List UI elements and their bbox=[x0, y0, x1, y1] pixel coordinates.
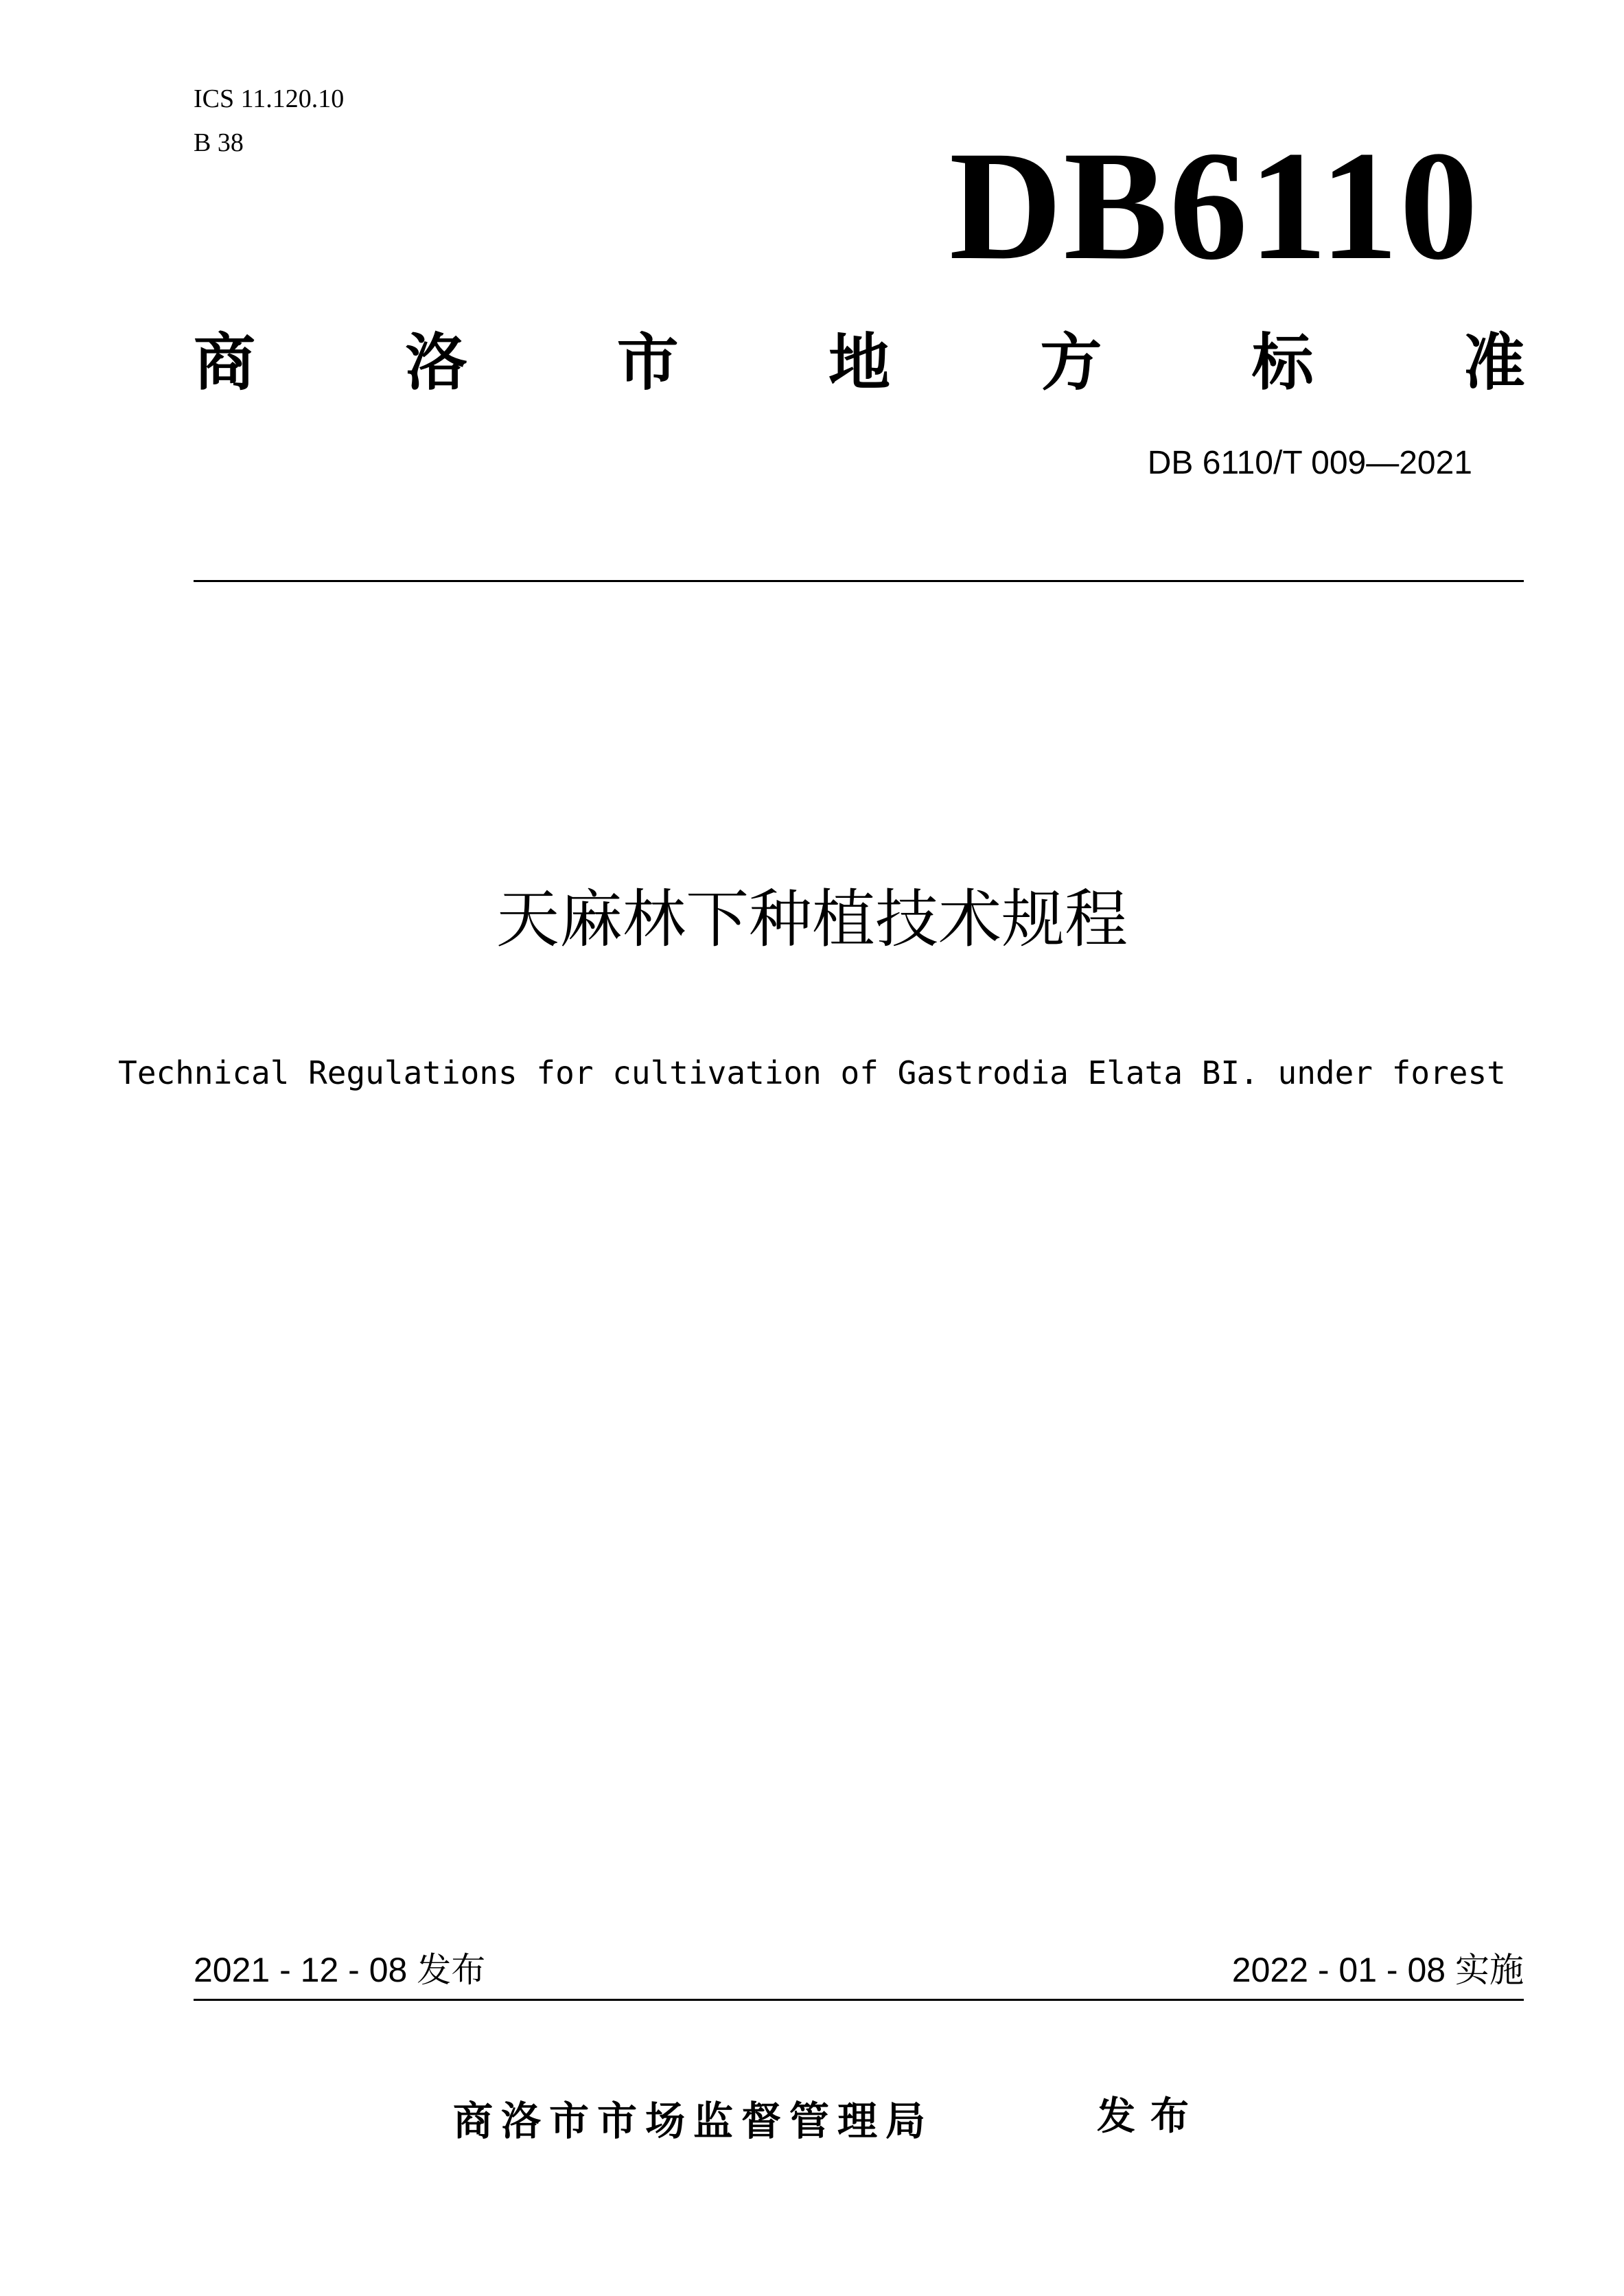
standard-logo: DB6110 bbox=[949, 119, 1479, 292]
issuing-authority: 商洛市市场监督管理局 bbox=[453, 2098, 934, 2144]
implementation-date: 2022 - 01 - 08 实施 bbox=[1231, 1951, 1524, 1989]
bottom-divider bbox=[194, 1999, 1524, 2001]
standard-type-char: 方 bbox=[1040, 327, 1102, 399]
title-chinese: 天麻林下种植技术规程 bbox=[496, 883, 1128, 956]
ics-code: ICS 11.120.10 bbox=[194, 84, 345, 113]
standard-type-char: 准 bbox=[1463, 327, 1525, 399]
standard-type-char: 市 bbox=[616, 327, 679, 399]
standard-type bbox=[194, 316, 1525, 398]
top-divider bbox=[194, 580, 1524, 582]
title-english: Technical Regulations for cultivation of Gastrodia Elata BI. under forest bbox=[118, 1054, 1506, 1091]
standard-type-char: 地 bbox=[828, 327, 890, 399]
issue-date: 2021 - 12 - 08 发布 bbox=[194, 1951, 486, 1989]
standard-number: DB 6110/T 009—2021 bbox=[1147, 445, 1472, 481]
standard-type-char: 标 bbox=[1251, 327, 1314, 399]
standard-type-char: 商 bbox=[194, 327, 255, 399]
standard-type-char: 洛 bbox=[405, 327, 467, 399]
issue-verb: 发布 bbox=[1097, 2094, 1204, 2139]
ccs-code: B 38 bbox=[194, 128, 244, 157]
